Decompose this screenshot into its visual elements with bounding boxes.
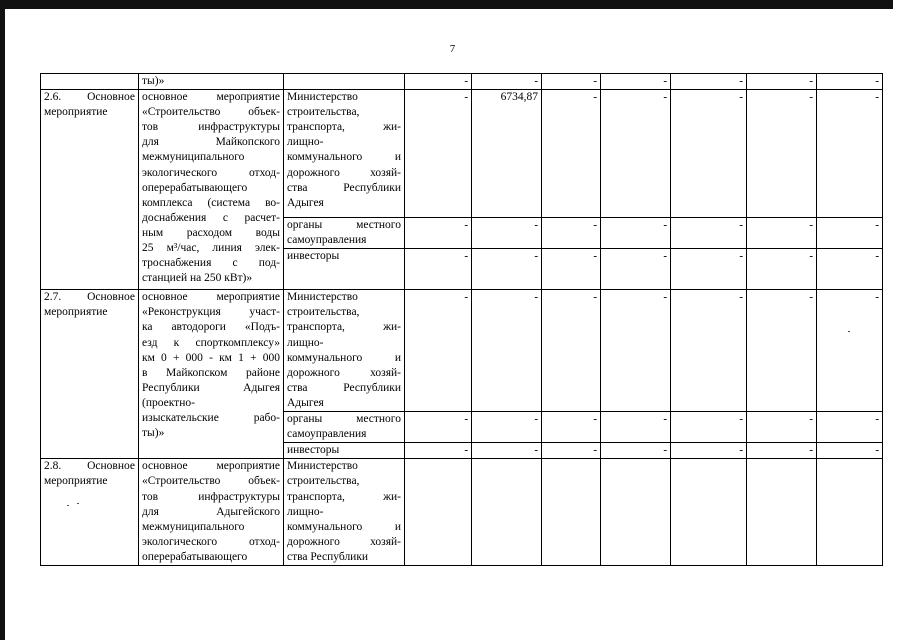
scan-corner-gap: [893, 0, 905, 10]
text-line: Республики Адыгея: [142, 381, 280, 394]
text-line: Министерство: [287, 460, 358, 473]
text-line: тов инфраструктуры: [142, 490, 280, 503]
funding-value-cell: -: [542, 218, 601, 249]
text-line: дорожного хозяй-: [287, 535, 401, 548]
funding-value-cell: -: [542, 90, 601, 218]
text-line: 2.6. Основное: [44, 91, 135, 104]
funding-value-cell: -: [405, 74, 472, 90]
text-line: троснабжения с под-: [142, 257, 280, 270]
funding-value-cell: -: [671, 249, 747, 290]
text-line: строительства,: [287, 306, 360, 319]
measure-name-cell: [139, 290, 284, 459]
text-line: дорожного хозяй-: [287, 166, 401, 179]
text-line: строительства,: [287, 106, 360, 119]
funding-value-cell: -: [601, 412, 671, 443]
funding-value-cell: [472, 459, 542, 566]
measure-number-cell: [41, 459, 139, 566]
funding-value-cell: -: [747, 412, 817, 443]
funding-value-cell: -: [601, 249, 671, 290]
text-line: доснабжения с расчет-: [142, 211, 280, 224]
funding-value-cell: -: [601, 290, 671, 412]
text-line: межмуниципального: [142, 520, 245, 533]
funding-value-cell: [601, 459, 671, 566]
funding-value-cell: -: [405, 290, 472, 412]
executor-cell: [284, 443, 405, 459]
text-line: основное мероприятие: [142, 291, 280, 304]
funding-value-cell: [817, 459, 883, 566]
text-line: Адыгея: [287, 396, 324, 409]
text-line: самоуправления: [287, 234, 367, 247]
funding-value-cell: -: [542, 443, 601, 459]
funding-value-cell: -: [817, 290, 883, 412]
text-line: межмуниципального: [142, 151, 245, 164]
funding-value-cell: -: [472, 443, 542, 459]
text-line: тов инфраструктуры: [142, 121, 280, 134]
page-number: 7: [449, 43, 456, 55]
text-line: (проектно-: [142, 396, 195, 409]
text-line: ства Республики: [287, 550, 369, 563]
funding-value-cell: -: [405, 90, 472, 218]
text-line: самоуправления: [287, 428, 367, 441]
measure-number-cell: [41, 74, 139, 90]
text-line: «Строительство объек-: [142, 475, 280, 488]
measure-number-cell: [41, 290, 139, 459]
text-line: экологического отход-: [142, 535, 280, 548]
funding-value-cell: -: [671, 443, 747, 459]
text-line: комплекса (система во-: [142, 196, 280, 209]
text-line: коммунального и: [287, 520, 401, 533]
funding-value-cell: [405, 459, 472, 566]
executor-cell: [284, 218, 405, 249]
table-row: [41, 459, 883, 566]
funding-value-cell: -: [405, 443, 472, 459]
text-line: транспорта, жи-: [287, 121, 401, 134]
funding-value-cell: -: [405, 218, 472, 249]
text-line: строительства,: [287, 475, 360, 488]
funding-value-cell: -: [817, 412, 883, 443]
funding-value-cell: -: [601, 443, 671, 459]
funding-value-cell: -: [817, 218, 883, 249]
funding-value-cell: -: [747, 74, 817, 90]
funding-value-cell: [542, 459, 601, 566]
text-line: основное мероприятие: [142, 91, 280, 104]
text-line: мероприятие: [44, 106, 108, 119]
text-line: 25 м³/час, линия элек-: [142, 242, 280, 255]
funding-value-cell: -: [601, 90, 671, 218]
executor-cell: [284, 290, 405, 412]
text-line: езд к спорткомплексу»: [142, 336, 280, 349]
text-line: транспорта, жи-: [287, 321, 401, 334]
text-line: Адыгея: [287, 196, 324, 209]
text-line: ка автодороги «Подъ-: [142, 321, 280, 334]
text-line: коммунального и: [287, 151, 401, 164]
text-line: лищно-: [287, 505, 324, 518]
text-line: оперерабатывающего: [142, 550, 248, 563]
funding-value-cell: -: [601, 74, 671, 90]
funding-value-cell: -: [601, 218, 671, 249]
table-row: [41, 290, 883, 412]
text-line: инвесторы: [287, 444, 340, 457]
scan-speck: [67, 505, 69, 506]
funding-value-cell: -: [817, 249, 883, 290]
text-line: км 0 + 000 - км 1 + 000: [142, 351, 280, 364]
funding-value-cell: -: [747, 443, 817, 459]
text-line: ты)»: [142, 427, 165, 440]
text-line: станцией на 250 кВт)»: [142, 272, 253, 285]
funding-value-cell: -: [671, 74, 747, 90]
text-line: для Майкопского: [142, 136, 280, 149]
table-row: [41, 74, 883, 90]
measure-name-cell: [139, 90, 284, 290]
text-line: дорожного хозяй-: [287, 366, 401, 379]
funding-value-cell: -: [671, 218, 747, 249]
text-line: мероприятие: [44, 306, 108, 319]
scan-border-top: [0, 0, 905, 9]
text-line: ства Республики: [287, 181, 401, 194]
text-line: «Строительство объек-: [142, 106, 280, 119]
text-line: коммунального и: [287, 351, 401, 364]
text-line: ным расходом воды: [142, 226, 280, 239]
funding-value-cell: -: [747, 290, 817, 412]
funding-value-cell: -: [472, 412, 542, 443]
funding-value-cell: [671, 459, 747, 566]
funding-value-cell: -: [405, 412, 472, 443]
text-line: лищно-: [287, 136, 324, 149]
text-line: 2.7. Основное: [44, 291, 135, 304]
executor-cell: [284, 459, 405, 566]
funding-value-cell: -: [472, 249, 542, 290]
funding-value-cell: -: [542, 74, 601, 90]
text-line: в Майкопском районе: [142, 366, 280, 379]
text-line: ты)»: [142, 75, 165, 87]
funding-value-cell: 6734,87: [472, 90, 542, 218]
text-line: Министерство: [287, 291, 358, 304]
funding-value-cell: -: [472, 290, 542, 412]
funding-value-cell: -: [747, 218, 817, 249]
text-line: ства Республики: [287, 381, 401, 394]
scan-border-left: [0, 0, 5, 640]
funding-value-cell: -: [542, 249, 601, 290]
text-line: лищно-: [287, 336, 324, 349]
funding-value-cell: -: [472, 74, 542, 90]
measure-name-cell: [139, 459, 284, 566]
table-row: [41, 90, 883, 218]
text-line: «Реконструкция участ-: [142, 306, 280, 319]
funding-value-cell: -: [405, 249, 472, 290]
text-line: экологического отход-: [142, 166, 280, 179]
text-line: мероприятие: [44, 475, 108, 488]
funding-value-cell: -: [671, 90, 747, 218]
text-line: транспорта, жи-: [287, 490, 401, 503]
funding-value-cell: -: [671, 290, 747, 412]
measure-number-cell: [41, 90, 139, 290]
scan-speck: [848, 331, 850, 332]
funding-value-cell: -: [817, 74, 883, 90]
funding-value-cell: -: [542, 412, 601, 443]
funding-value-cell: -: [817, 90, 883, 218]
funding-value-cell: [747, 459, 817, 566]
text-line: оперерабатывающего: [142, 181, 248, 194]
executor-cell: [284, 412, 405, 443]
executor-cell: [284, 90, 405, 218]
funding-value-cell: -: [542, 290, 601, 412]
measures-table: [40, 73, 883, 566]
funding-value-cell: -: [472, 218, 542, 249]
executor-cell: [284, 74, 405, 90]
measure-name-cell: [139, 74, 284, 90]
text-line: органы местного: [287, 219, 401, 232]
text-line: Министерство: [287, 91, 358, 104]
text-line: для Адыгейского: [142, 505, 280, 518]
text-line: основное мероприятие: [142, 460, 280, 473]
text-line: органы местного: [287, 413, 401, 426]
text-line: изыскательские рабо-: [142, 412, 280, 425]
funding-value-cell: -: [817, 443, 883, 459]
funding-value-cell: -: [747, 90, 817, 218]
scan-speck: [77, 503, 79, 504]
text-line: 2.8. Основное: [44, 460, 135, 473]
text-line: инвесторы: [287, 250, 340, 263]
executor-cell: [284, 249, 405, 290]
funding-value-cell: -: [671, 412, 747, 443]
funding-value-cell: -: [747, 249, 817, 290]
